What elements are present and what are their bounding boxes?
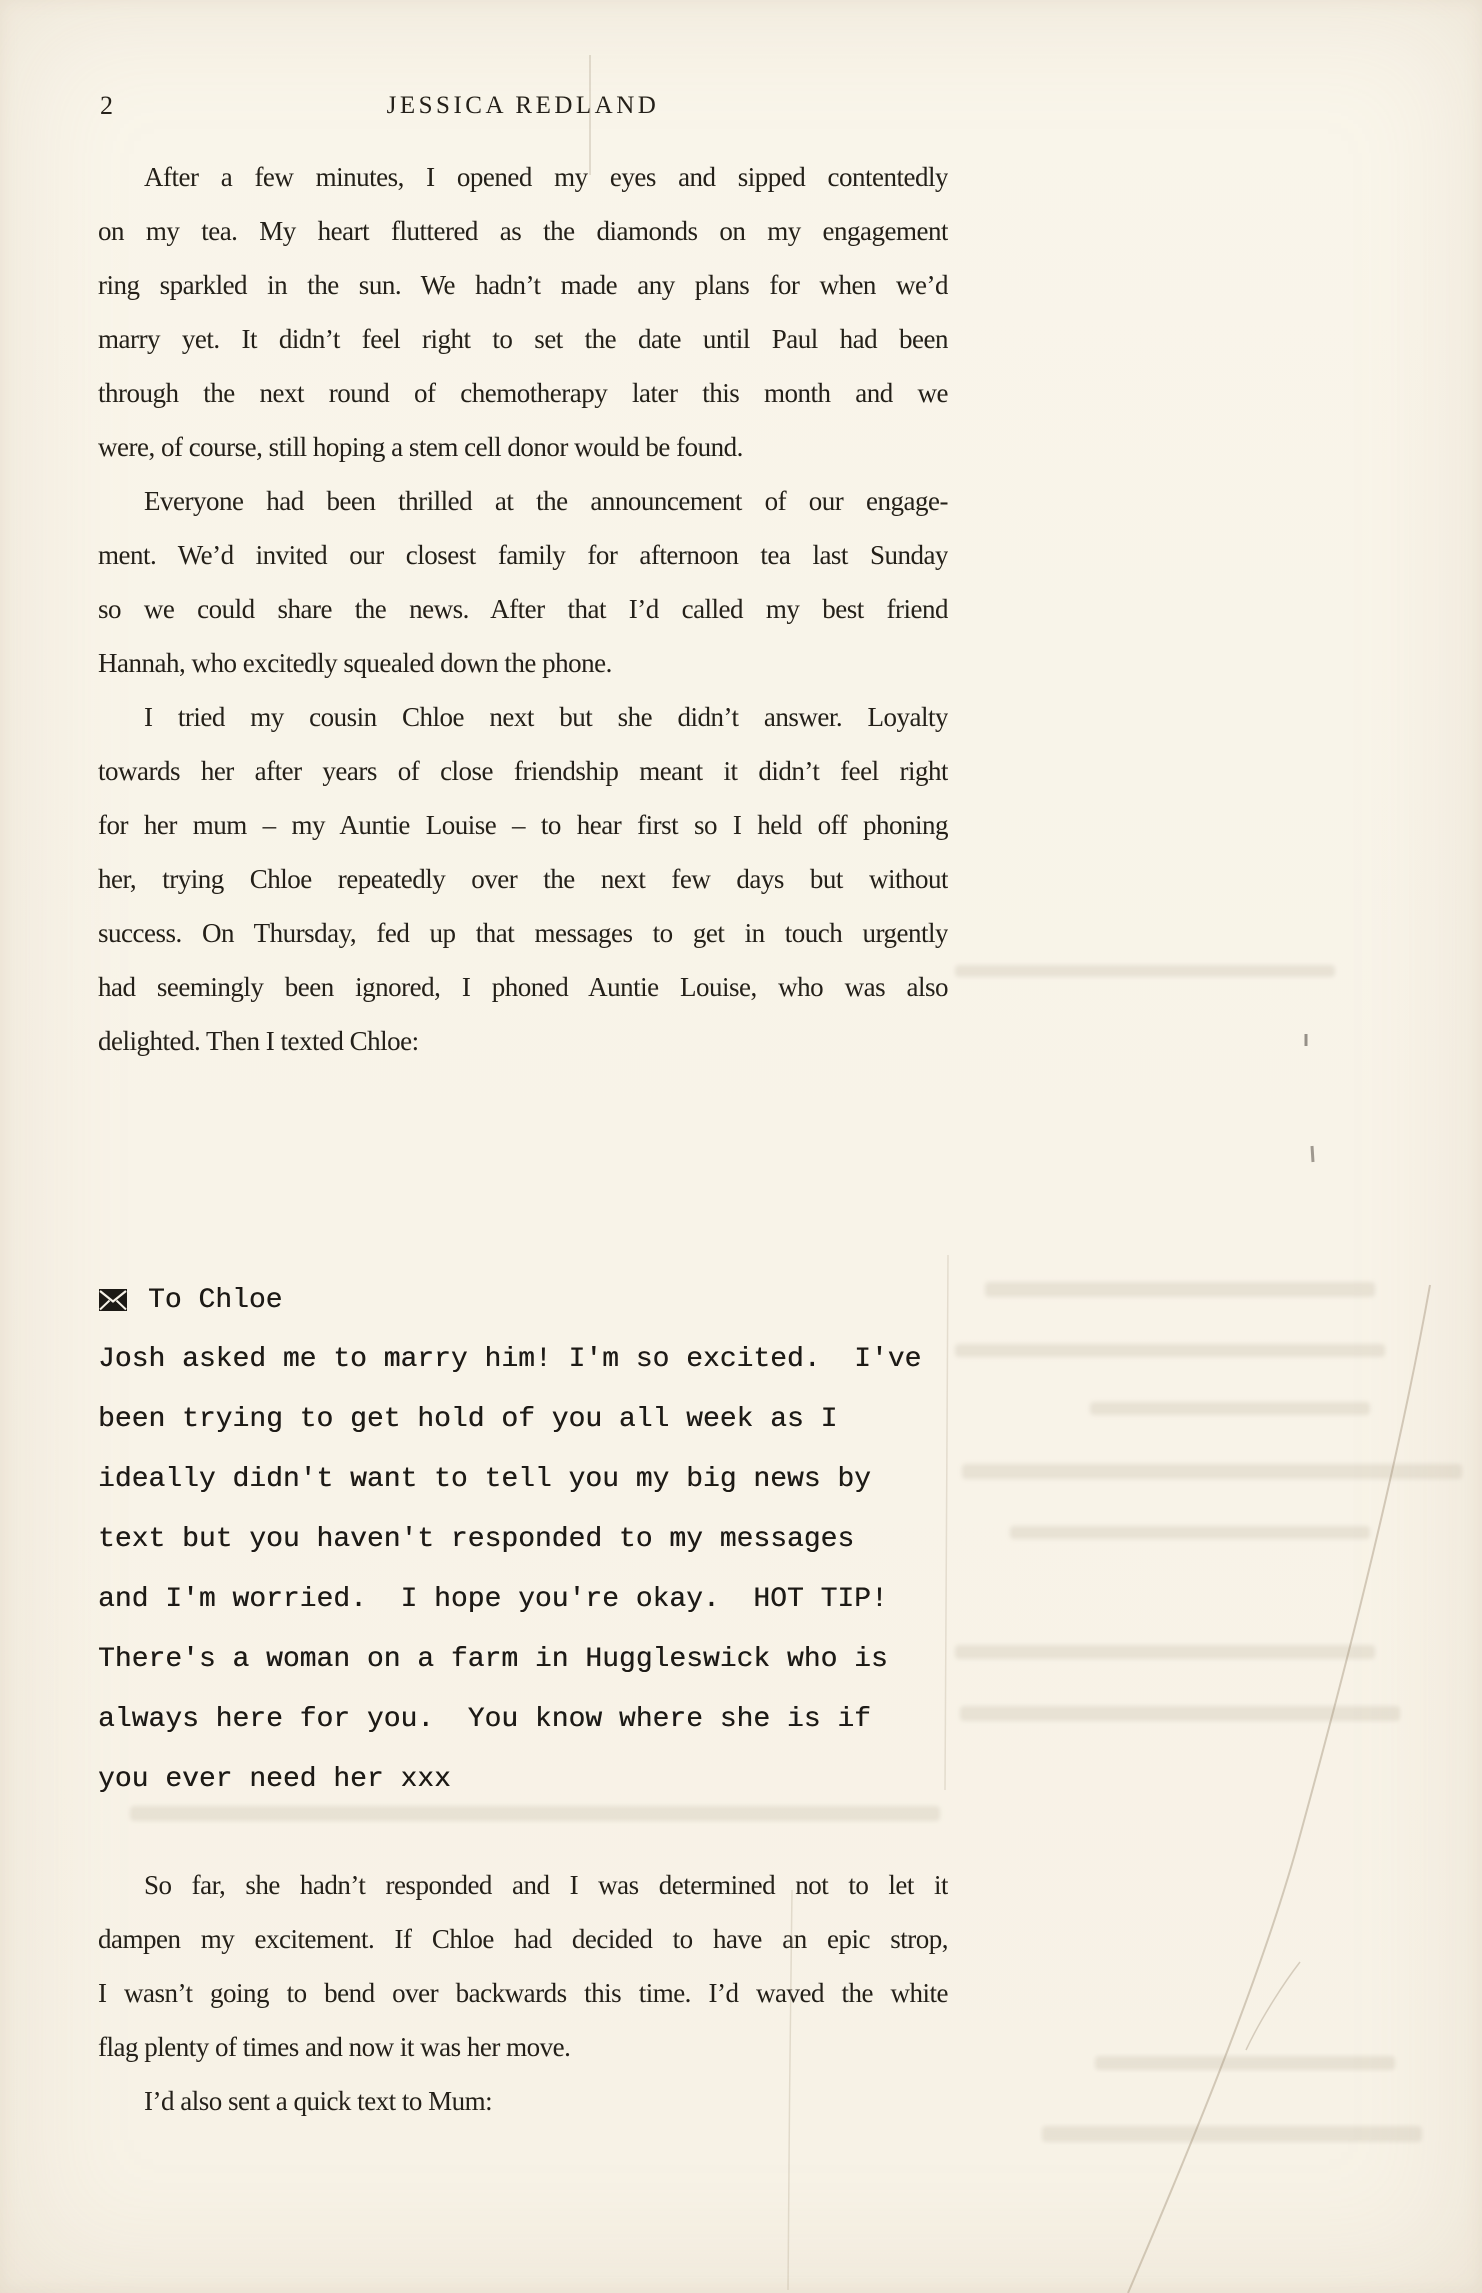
body-text-upper xyxy=(98,150,948,1068)
paragraph xyxy=(98,2074,948,2128)
page-number: 2 xyxy=(100,91,113,120)
text-line: delighted. Then I texted Chloe: xyxy=(98,1026,419,1056)
text-line: text but you haven't responded to my messages xyxy=(98,1524,855,1555)
text-line: There's a woman on a farm in Huggleswick who is xyxy=(98,1644,888,1675)
text-line: After a few minutes, I opened my eyes and sipped contentedly xyxy=(144,162,948,192)
text-message-block xyxy=(98,1270,1098,1810)
text-line: ment. We’d invited our closest family for afternoon tea last Sunday xyxy=(98,540,948,570)
showthrough-mark xyxy=(955,965,1335,977)
text-line: I wasn’t going to bend over backwards this time. I’d waved the white xyxy=(98,1978,948,2008)
text-line: so we could share the news. After that I’d called my best friend xyxy=(98,594,948,624)
text-line: marry yet. It didn’t feel right to set the date until Paul had been xyxy=(98,324,948,354)
text-line: and I'm worried. I hope you're okay. HOT TIP! xyxy=(98,1584,888,1615)
text-message-recipient: To Chloe xyxy=(148,1284,283,1316)
paper-crease xyxy=(1128,1285,1430,2293)
text-line: Everyone had been thrilled at the announcement of our engage- xyxy=(144,486,948,516)
paragraph xyxy=(98,474,948,690)
text-line: dampen my excitement. If Chloe had decided to have an epic strop, xyxy=(98,1924,948,1954)
text-line: I tried my cousin Chloe next but she didn’t answer. Loyalty xyxy=(144,702,948,732)
text-line: on my tea. My heart fluttered as the diamonds on my engagement xyxy=(98,216,948,246)
text-line: you ever need her xxx xyxy=(98,1764,451,1795)
text-line: ideally didn't want to tell you my big news by xyxy=(98,1464,871,1495)
text-line: So far, she hadn’t responded and I was determined not to let it xyxy=(144,1870,948,1900)
running-header: JESSICA REDLAND xyxy=(386,92,660,119)
paper-crease xyxy=(1246,1962,1300,2050)
text-line: Josh asked me to marry him! I'm so excited. I've xyxy=(98,1344,922,1375)
text-line: towards her after years of close friendship meant it didn’t feel right xyxy=(98,756,948,786)
text-line: ring sparkled in the sun. We hadn’t made any plans for when we’d xyxy=(98,270,948,300)
showthrough-mark xyxy=(1095,2056,1395,2070)
showthrough-mark xyxy=(1042,2126,1422,2142)
text-line: been trying to get hold of you all week as I xyxy=(98,1404,838,1435)
paragraph xyxy=(98,690,948,1068)
text-line: Hannah, who excitedly squealed down the phone. xyxy=(98,648,612,678)
envelope-icon xyxy=(98,1288,128,1312)
text-line: always here for you. You know where she is if xyxy=(98,1704,871,1735)
ink-speck xyxy=(1312,1146,1313,1162)
text-line: were, of course, still hoping a stem cell donor would be found. xyxy=(98,432,743,462)
text-line: I’d also sent a quick text to Mum: xyxy=(144,2086,493,2116)
text-message-header xyxy=(98,1270,1098,1330)
text-line: flag plenty of times and now it was her move. xyxy=(98,2032,571,2062)
showthrough-mark xyxy=(1090,1402,1370,1415)
text-line: had seemingly been ignored, I phoned Auntie Louise, who was also xyxy=(98,972,948,1002)
text-message-body xyxy=(98,1330,1098,1810)
text-line: her, trying Chloe repeatedly over the next few days but without xyxy=(98,864,948,894)
text-line: for her mum – my Auntie Louise – to hear first so I held off phoning xyxy=(98,810,948,840)
paragraph xyxy=(98,150,948,474)
text-line: through the next round of chemotherapy later this month and we xyxy=(98,378,948,408)
paragraph xyxy=(98,1858,948,2074)
text-line: success. On Thursday, fed up that messages to get in touch urgently xyxy=(98,918,948,948)
body-text-lower xyxy=(98,1858,948,2128)
